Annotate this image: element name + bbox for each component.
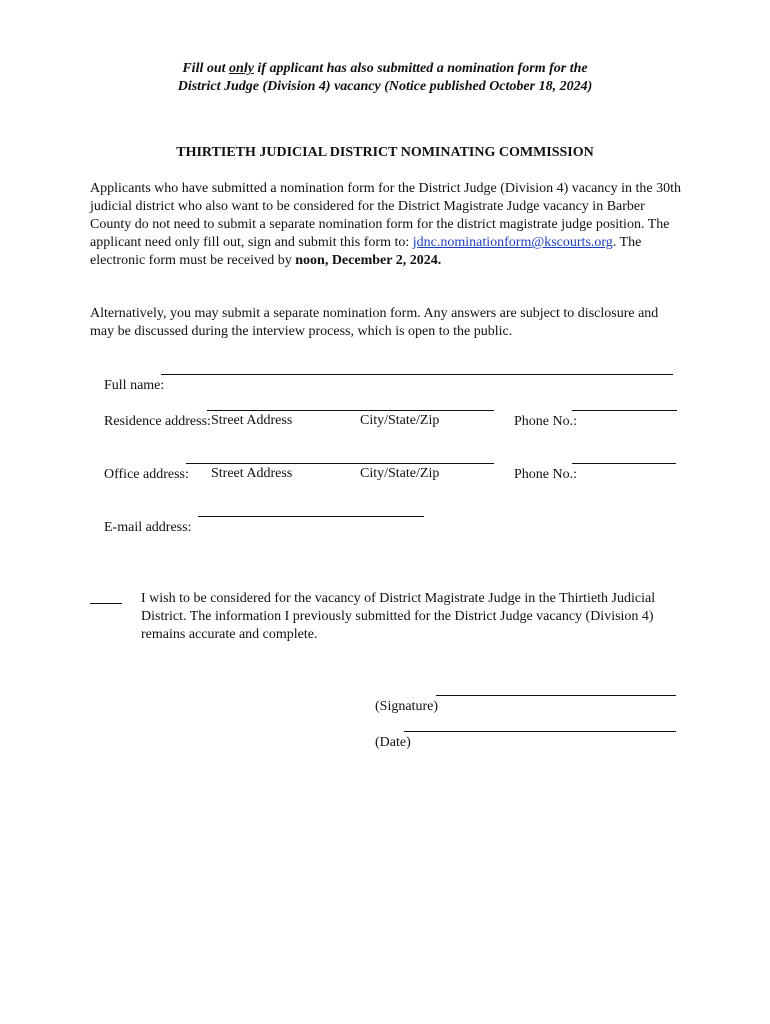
notice-line-1 xyxy=(90,60,680,78)
residence-city-caption: City/State/Zip xyxy=(360,413,440,428)
notice-line-2: District Judge (Division 4) vacancy (Notice published October 18, 2024) xyxy=(177,79,593,94)
consideration-checkbox-blank[interactable] xyxy=(90,590,122,604)
date-field[interactable] xyxy=(404,718,676,732)
signature-field[interactable] xyxy=(436,682,676,696)
office-phone-field[interactable] xyxy=(572,450,676,464)
deadline-text: noon, December 2, 2024 xyxy=(295,253,438,268)
date-label: (Date) xyxy=(375,735,411,750)
residence-label-wrap xyxy=(90,395,211,449)
signature-label: (Signature) xyxy=(375,699,438,714)
notice-prefix: Fill out xyxy=(182,61,230,76)
office-phone-label-wrap xyxy=(500,448,577,502)
email-label-wrap xyxy=(90,501,191,555)
notice-emphasis: only xyxy=(229,61,254,76)
office-label-wrap xyxy=(90,448,189,502)
residence-address-label: Residence address: xyxy=(104,414,211,429)
residence-phone-label-wrap xyxy=(500,395,577,449)
full-name-label: Full name: xyxy=(104,378,165,393)
email-address-label: E-mail address: xyxy=(104,520,192,535)
full-name-field[interactable] xyxy=(161,361,673,375)
notice-header xyxy=(90,60,680,96)
residence-street-caption: Street Address xyxy=(211,413,293,428)
office-phone-label: Phone No.: xyxy=(514,467,577,482)
residence-address-field[interactable] xyxy=(207,397,494,411)
submission-email-link[interactable]: jdnc.nominationform@kscourts.org xyxy=(412,235,613,250)
instructions-paragraph xyxy=(90,180,682,270)
office-city-caption: City/State/Zip xyxy=(360,466,440,481)
office-address-label: Office address: xyxy=(104,467,189,482)
disclosure-paragraph: Alternatively, you may submit a separate nomination form. Any answers are subject to disclosure and may be discussed during the interview process, which is open to the public. xyxy=(90,306,659,339)
deadline-period: . xyxy=(437,253,442,268)
email-address-field[interactable] xyxy=(198,503,424,517)
page-title: THIRTIETH JUDICIAL DISTRICT NOMINATING COMMISSION xyxy=(176,145,594,160)
residence-phone-field[interactable] xyxy=(572,397,677,411)
residence-phone-label: Phone No.: xyxy=(514,414,577,429)
office-street-caption: Street Address xyxy=(211,466,293,481)
instructions-text-after: . The electronic form must be received by xyxy=(90,235,642,268)
instructions-text: Applicants who have submitted a nomination form for the District Judge (Division 4) vacancy in the 30th judicial district who also want to be considered for the District Magistrate Judge vacancy in Barber County do not need to submit a separate nomination form for the district magistrate judge position. The applicant need only fill out, sign and submit this form to: xyxy=(90,181,681,250)
notice-rest: if applicant has also submitted a nomination form for the xyxy=(253,61,588,76)
office-address-field[interactable] xyxy=(186,450,494,464)
consideration-statement: I wish to be considered for the vacancy of District Magistrate Judge in the Thirtieth Judicial District. The information I previously submitted for the District Judge vacancy (Division 4) remains accurate and complete. xyxy=(141,591,656,642)
